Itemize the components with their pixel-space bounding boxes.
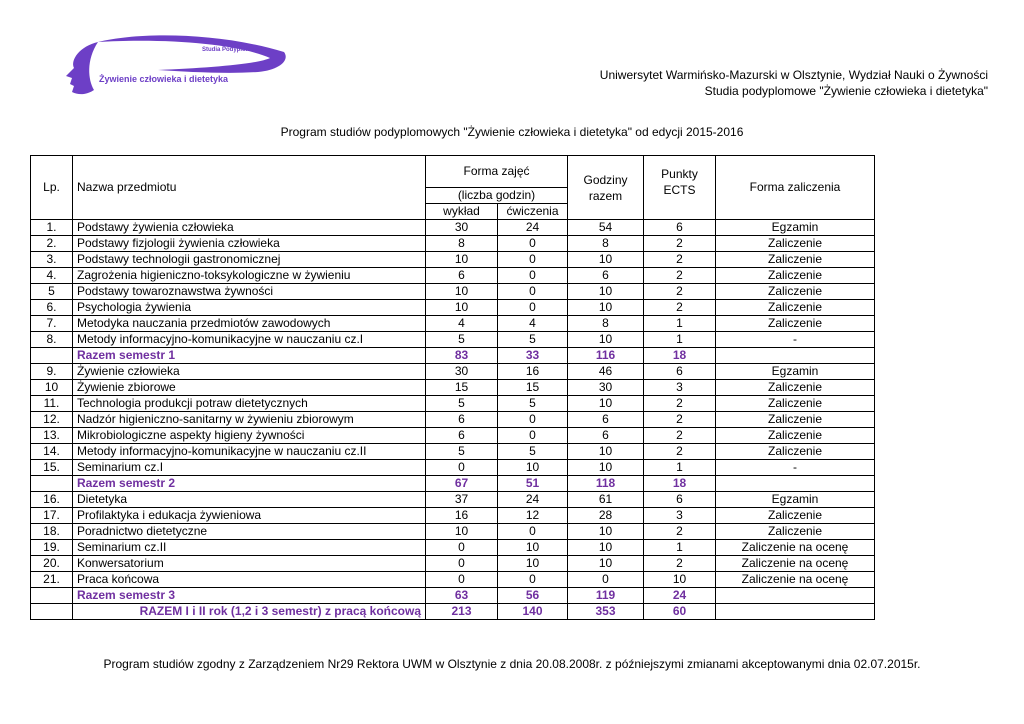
cell-wyklad: 10 <box>426 524 498 540</box>
university-header <box>600 67 988 99</box>
cell-cwiczenia: 0 <box>498 300 568 316</box>
cell-zaliczenie: Zaliczenie na ocenę <box>716 556 875 572</box>
header-cwiczenia: ćwiczenia <box>498 204 568 220</box>
header-punkty: Punkty ECTS <box>644 156 716 220</box>
cell-cwiczenia: 12 <box>498 508 568 524</box>
table-row <box>31 412 875 428</box>
cell-zaliczenie: Egzamin <box>716 492 875 508</box>
cell-lp: 18. <box>31 524 73 540</box>
cell-cwiczenia: 0 <box>498 252 568 268</box>
cell-name: Metody informacyjno-komunikacyjne w nauczaniu cz.II <box>73 444 426 460</box>
cell-godziny: 10 <box>568 300 644 316</box>
cell-punkty: 6 <box>644 492 716 508</box>
cell-godziny: 6 <box>568 428 644 444</box>
cell-lp: 5 <box>31 284 73 300</box>
cell-punkty: 1 <box>644 540 716 556</box>
cell-punkty: 2 <box>644 236 716 252</box>
cell-zaliczenie: Zaliczenie <box>716 268 875 284</box>
cell-cwiczenia: 16 <box>498 364 568 380</box>
table-row <box>31 284 875 300</box>
cell-name: Profilaktyka i edukacja żywieniowa <box>73 508 426 524</box>
cell-name: Metody informacyjno-komunikacyjne w nauczaniu cz.I <box>73 332 426 348</box>
cell-godziny: 10 <box>568 556 644 572</box>
table-row <box>31 428 875 444</box>
cell-name: Seminarium cz.I <box>73 460 426 476</box>
cell-godziny: 54 <box>568 220 644 236</box>
header-godziny: Godziny razem <box>568 156 644 220</box>
cell-wyklad: 5 <box>426 444 498 460</box>
cell-wyklad: 30 <box>426 364 498 380</box>
cell-wyklad: 5 <box>426 332 498 348</box>
cell-wyklad: 83 <box>426 348 498 364</box>
cell-wyklad: 63 <box>426 588 498 604</box>
cell-punkty: 2 <box>644 396 716 412</box>
header-name: Nazwa przedmiotu <box>73 156 426 220</box>
cell-cwiczenia: 0 <box>498 412 568 428</box>
cell-godziny: 30 <box>568 380 644 396</box>
cell-cwiczenia: 33 <box>498 348 568 364</box>
cell-wyklad: 16 <box>426 508 498 524</box>
cell-punkty: 60 <box>644 604 716 620</box>
cell-lp: 17. <box>31 508 73 524</box>
table-row <box>31 252 875 268</box>
cell-cwiczenia: 10 <box>498 540 568 556</box>
cell-name: Mikrobiologiczne aspekty higieny żywności <box>73 428 426 444</box>
cell-godziny: 10 <box>568 540 644 556</box>
cell-punkty: 6 <box>644 220 716 236</box>
cell-godziny: 353 <box>568 604 644 620</box>
cell-lp: 15. <box>31 460 73 476</box>
cell-zaliczenie: Zaliczenie <box>716 524 875 540</box>
cell-name: Poradnictwo dietetyczne <box>73 524 426 540</box>
cell-godziny: 0 <box>568 572 644 588</box>
cell-wyklad: 67 <box>426 476 498 492</box>
table-row <box>31 556 875 572</box>
cell-zaliczenie <box>716 348 875 364</box>
cell-punkty: 1 <box>644 316 716 332</box>
cell-zaliczenie <box>716 604 875 620</box>
cell-zaliczenie: - <box>716 460 875 476</box>
cell-lp: 3. <box>31 252 73 268</box>
cell-zaliczenie: Zaliczenie <box>716 444 875 460</box>
cell-name: Seminarium cz.II <box>73 540 426 556</box>
cell-name: Dietetyka <box>73 492 426 508</box>
cell-punkty: 10 <box>644 572 716 588</box>
cell-cwiczenia: 0 <box>498 572 568 588</box>
table-row <box>31 364 875 380</box>
cell-punkty: 3 <box>644 380 716 396</box>
cell-lp <box>31 588 73 604</box>
page-title: Program studiów podyplomowych "Żywienie człowieka i dietetyka" od edycji 2015-2016 <box>280 125 744 139</box>
cell-lp: 8. <box>31 332 73 348</box>
cell-lp <box>31 348 73 364</box>
cell-godziny: 10 <box>568 284 644 300</box>
cell-name: Podstawy towaroznawstwa żywności <box>73 284 426 300</box>
cell-wyklad: 4 <box>426 316 498 332</box>
semester-total-row <box>31 476 875 492</box>
logo-small-text: Studia Podyplomowe <box>202 47 263 53</box>
cell-lp: 12. <box>31 412 73 428</box>
cell-wyklad: 5 <box>426 396 498 412</box>
cell-punkty: 2 <box>644 428 716 444</box>
cell-godziny: 10 <box>568 524 644 540</box>
logo-face-icon <box>58 30 298 100</box>
cell-cwiczenia: 4 <box>498 316 568 332</box>
cell-zaliczenie: Zaliczenie <box>716 508 875 524</box>
cell-punkty: 2 <box>644 284 716 300</box>
header-zaliczenie: Forma zaliczenia <box>716 156 875 220</box>
table-row <box>31 540 875 556</box>
cell-zaliczenie <box>716 588 875 604</box>
cell-name: Razem semestr 1 <box>73 348 426 364</box>
cell-wyklad: 30 <box>426 220 498 236</box>
cell-godziny: 61 <box>568 492 644 508</box>
cell-wyklad: 0 <box>426 572 498 588</box>
table-row <box>31 220 875 236</box>
logo-main-text: Żywienie człowieka i dietetyka <box>99 74 229 84</box>
cell-godziny: 8 <box>568 316 644 332</box>
cell-cwiczenia: 5 <box>498 332 568 348</box>
cell-godziny: 119 <box>568 588 644 604</box>
cell-name: Razem semestr 3 <box>73 588 426 604</box>
cell-name: Metodyka nauczania przedmiotów zawodowych <box>73 316 426 332</box>
header-wyklad: wykład <box>426 204 498 220</box>
footer-note: Program studiów zgodny z Zarządzeniem Nr29 Rektora UWM w Olsztynie z dnia 20.08.2008r. z późniejszymi zmianami akceptowanymi dnia 02.07.2015r. <box>103 657 921 671</box>
cell-punkty: 2 <box>644 268 716 284</box>
university-line-1: Uniwersytet Warmińsko-Mazurski w Olsztynie, Wydział Nauki o Żywności <box>599 68 988 82</box>
table-row <box>31 316 875 332</box>
cell-wyklad: 15 <box>426 380 498 396</box>
header-forma: Forma zajęć <box>426 156 568 188</box>
cell-lp: 10 <box>31 380 73 396</box>
cell-godziny: 116 <box>568 348 644 364</box>
cell-godziny: 10 <box>568 332 644 348</box>
cell-lp <box>31 476 73 492</box>
cell-punkty: 6 <box>644 364 716 380</box>
cell-zaliczenie: Zaliczenie <box>716 300 875 316</box>
cell-cwiczenia: 0 <box>498 268 568 284</box>
cell-lp: 13. <box>31 428 73 444</box>
logo <box>58 30 298 100</box>
cell-name: Zagrożenia higieniczno-toksykologiczne w żywieniu <box>73 268 426 284</box>
table-row <box>31 300 875 316</box>
cell-name: Podstawy żywienia człowieka <box>73 220 426 236</box>
table-row <box>31 268 875 284</box>
cell-godziny: 10 <box>568 460 644 476</box>
cell-name: Psychologia żywienia <box>73 300 426 316</box>
cell-cwiczenia: 56 <box>498 588 568 604</box>
cell-name: Podstawy fizjologii żywienia człowieka <box>73 236 426 252</box>
cell-name: Konwersatorium <box>73 556 426 572</box>
semester-total-row <box>31 348 875 364</box>
cell-punkty: 2 <box>644 524 716 540</box>
cell-lp <box>31 604 73 620</box>
program-table <box>30 155 875 620</box>
cell-zaliczenie: Zaliczenie <box>716 380 875 396</box>
cell-wyklad: 10 <box>426 300 498 316</box>
cell-lp: 21. <box>31 572 73 588</box>
header-lp: Lp. <box>31 156 73 220</box>
table-row <box>31 508 875 524</box>
cell-zaliczenie: Zaliczenie na ocenę <box>716 572 875 588</box>
cell-lp: 20. <box>31 556 73 572</box>
cell-lp: 19. <box>31 540 73 556</box>
cell-godziny: 6 <box>568 412 644 428</box>
cell-wyklad: 213 <box>426 604 498 620</box>
cell-wyklad: 6 <box>426 268 498 284</box>
cell-zaliczenie: Zaliczenie <box>716 396 875 412</box>
cell-lp: 9. <box>31 364 73 380</box>
cell-zaliczenie: Zaliczenie na ocenę <box>716 540 875 556</box>
cell-cwiczenia: 0 <box>498 524 568 540</box>
cell-wyklad: 10 <box>426 284 498 300</box>
cell-cwiczenia: 0 <box>498 428 568 444</box>
cell-lp: 4. <box>31 268 73 284</box>
cell-zaliczenie <box>716 476 875 492</box>
cell-cwiczenia: 15 <box>498 380 568 396</box>
cell-zaliczenie: Zaliczenie <box>716 236 875 252</box>
semester-total-row <box>31 588 875 604</box>
cell-punkty: 1 <box>644 332 716 348</box>
cell-lp: 16. <box>31 492 73 508</box>
cell-cwiczenia: 5 <box>498 444 568 460</box>
cell-punkty: 24 <box>644 588 716 604</box>
cell-wyklad: 6 <box>426 412 498 428</box>
cell-wyklad: 0 <box>426 540 498 556</box>
table-body <box>31 220 875 620</box>
table-row <box>31 444 875 460</box>
cell-punkty: 2 <box>644 444 716 460</box>
cell-zaliczenie: Egzamin <box>716 364 875 380</box>
cell-zaliczenie: Zaliczenie <box>716 428 875 444</box>
cell-cwiczenia: 51 <box>498 476 568 492</box>
cell-zaliczenie: Zaliczenie <box>716 412 875 428</box>
table-row <box>31 396 875 412</box>
cell-cwiczenia: 24 <box>498 220 568 236</box>
cell-godziny: 6 <box>568 268 644 284</box>
cell-wyklad: 0 <box>426 556 498 572</box>
cell-punkty: 3 <box>644 508 716 524</box>
cell-cwiczenia: 0 <box>498 236 568 252</box>
cell-wyklad: 37 <box>426 492 498 508</box>
cell-lp: 6. <box>31 300 73 316</box>
cell-punkty: 2 <box>644 556 716 572</box>
cell-lp: 11. <box>31 396 73 412</box>
table-row <box>31 380 875 396</box>
cell-name: Technologia produkcji potraw dietetycznych <box>73 396 426 412</box>
cell-punkty: 2 <box>644 300 716 316</box>
cell-wyklad: 10 <box>426 252 498 268</box>
cell-godziny: 118 <box>568 476 644 492</box>
table-row <box>31 492 875 508</box>
table-row <box>31 524 875 540</box>
cell-zaliczenie: - <box>716 332 875 348</box>
cell-punkty: 2 <box>644 412 716 428</box>
cell-name: Praca końcowa <box>73 572 426 588</box>
cell-godziny: 10 <box>568 444 644 460</box>
cell-name: Razem semestr 2 <box>73 476 426 492</box>
cell-lp: 7. <box>31 316 73 332</box>
cell-name: Żywienie zbiorowe <box>73 380 426 396</box>
cell-wyklad: 8 <box>426 236 498 252</box>
cell-punkty: 18 <box>644 476 716 492</box>
cell-cwiczenia: 140 <box>498 604 568 620</box>
table-row <box>31 332 875 348</box>
cell-cwiczenia: 0 <box>498 284 568 300</box>
cell-lp: 14. <box>31 444 73 460</box>
cell-godziny: 28 <box>568 508 644 524</box>
cell-name: Żywienie człowieka <box>73 364 426 380</box>
cell-zaliczenie: Egzamin <box>716 220 875 236</box>
header-liczba: (liczba godzin) <box>426 188 568 204</box>
table-row <box>31 236 875 252</box>
table-row <box>31 572 875 588</box>
cell-godziny: 46 <box>568 364 644 380</box>
cell-cwiczenia: 5 <box>498 396 568 412</box>
cell-name: Nadzór higieniczno-sanitarny w żywieniu zbiorowym <box>73 412 426 428</box>
table-row <box>31 460 875 476</box>
grand-total-row <box>31 604 875 620</box>
cell-wyklad: 0 <box>426 460 498 476</box>
cell-cwiczenia: 10 <box>498 556 568 572</box>
cell-lp: 1. <box>31 220 73 236</box>
university-line-2: Studia podyplomowe "Żywienie człowieka i dietetyka" <box>704 84 988 98</box>
cell-punkty: 2 <box>644 252 716 268</box>
cell-punkty: 18 <box>644 348 716 364</box>
cell-name: RAZEM I i II rok (1,2 i 3 semestr) z pracą końcową <box>73 604 426 620</box>
cell-punkty: 1 <box>644 460 716 476</box>
cell-zaliczenie: Zaliczenie <box>716 316 875 332</box>
cell-cwiczenia: 10 <box>498 460 568 476</box>
cell-zaliczenie: Zaliczenie <box>716 284 875 300</box>
cell-wyklad: 6 <box>426 428 498 444</box>
cell-lp: 2. <box>31 236 73 252</box>
cell-godziny: 10 <box>568 396 644 412</box>
cell-godziny: 8 <box>568 236 644 252</box>
cell-name: Podstawy technologii gastronomicznej <box>73 252 426 268</box>
cell-cwiczenia: 24 <box>498 492 568 508</box>
cell-zaliczenie: Zaliczenie <box>716 252 875 268</box>
cell-godziny: 10 <box>568 252 644 268</box>
